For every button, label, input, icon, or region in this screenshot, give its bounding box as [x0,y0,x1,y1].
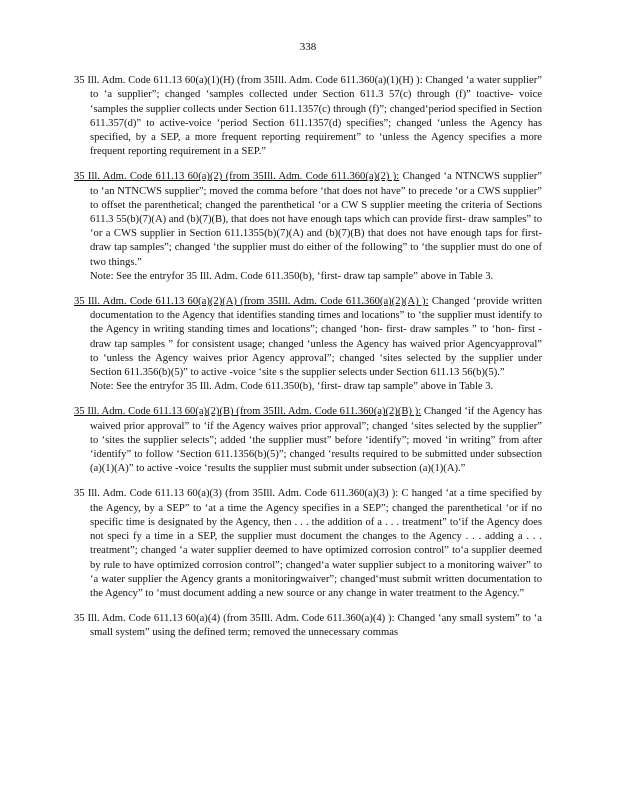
entry-citation: 35 Ill. Adm. Code 611.13 60(a)(1)(H) (from 35Ill. Adm. Code 611.360(a)(1)(H) ): [74,75,423,87]
entry-note: Note: See the entryfor 35 Ill. Adm. Code 611.350(b), ‘first- draw tap sample” above in Table 3. [90,381,494,393]
entry-611-1360-a-2-A [74,295,542,394]
entry-citation: 35 Ill. Adm. Code 611.13 60(a)(2)(A) (from 35Ill. Adm. Code 611.360(a)(2)(A) ): [74,296,429,308]
entry-text: C hanged ‘at a time specified by the Agency, by a SEP” to ‘at a time the Agency specifies in a SEP”; changed the parenthetical ‘or if no specific time is designated by the Agency, then . . . the addition of a . . . treatment” to‘if the Agency does not speci fy a time in a SEP, the supplier must document the changes to the Agency . . . adding a . . . treatment”; changed ‘a water supplier deemed to have optimized corrosion control” to‘a supplier deemed by rule to have optimized corrosion control”; changed‘a water supplier subject to a monitoring waiver” to ‘a water supplier the Agency grants a monitoringwaiver”; changed‘must submit written documentation to the Agency” to ‘must document adding a new source or any change in water treatment to the Agency.” [90,488,542,599]
entry-text: Changed ‘a NTNCWS supplier” to ‘an NTNCWS supplier”; moved the comma before ‘that does not have” to precede ‘or a CWS supplier” to offset the parenthetical; changed the parenthetical ‘or a CW S supplier meeting the criteria of Sections 611.3 55(b)(7)(A) and (b)(7)(B), that does not have enough taps which can provide first- draw samples” to ‘or a CWS supplier in Section 611.1355(b)(7)(A) and (b)(7)(B) that does not have enough taps for first- draw tap samples”; changed ‘the supplier must do either of the following” to ‘the supplier must do one of two things.” [90,171,542,268]
entry-text: Changed ‘if the Agency has waived prior approval” to ‘if the Agency waives prior approval”; changed ‘sites selected by the supplier” to ‘sites the supplier selects”; added ‘the supplier must” before ‘identify”; moved ‘in writing” from after ‘identify” to follow ‘Section 611.1356(b)(5)”; changed ‘results required to be submitted under subsection (a)(1)(A)” to active -voice ‘results the supplier must submit under subsection (a)(1)(A).” [90,406,542,475]
entry-citation: 35 Ill. Adm. Code 611.13 60(a)(4) (from 35Ill. Adm. Code 611.360(a)(4) ): [74,613,395,625]
entry-citation: 35 Ill. Adm. Code 611.13 60(a)(2)(B) (from 35Ill. Adm. Code 611.360(a)(2)(B) ): [74,406,422,418]
entry-text: Changed ‘any small system” to ‘a small system” using the defined term; removed the unnecessary commas [90,613,542,639]
entry-611-1360-a-1-H [74,74,542,159]
entry-text: Changed ‘provide written documentation to the Agency that identifies standing times and locations” to ‘the supplier must identify to the Agency in writing standing times and locations”; changed ‘hon- first- draw samples ” to ‘hon- first -draw tap samples ” for consistent usage; changed ‘unless the Agency has waived prior Agencyapproval” to ‘unless the Agency waives prior Agency approval”; changed ‘sites selected by the supplier under Section 611.356(b)(5)” to active -voice ‘site s the supplier selects under Section 611.13 56(b)(5).” [90,296,542,379]
entry-611-1360-a-2 [74,170,542,284]
entry-note: Note: See the entryfor 35 Ill. Adm. Code 611.350(b), ‘first- draw tap sample” above in Table 3. [90,270,494,282]
entry-611-1360-a-3 [74,487,542,601]
entry-citation: 35 Ill. Adm. Code 611.13 60(a)(3) (from 35Ill. Adm. Code 611.360(a)(3) ): [74,488,399,500]
entry-611-1360-a-4 [74,612,542,640]
entry-611-1360-a-2-B [74,405,542,476]
page-number: 338 [299,41,317,53]
entry-citation: 35 Ill. Adm. Code 611.13 60(a)(2) (from 35Ill. Adm. Code 611.360(a)(2) ): [74,171,400,183]
entry-text: Changed ‘a water supplier” to ‘a supplier”; changed ‘samples collected under Section 611.3 57(c) through (f)” toactive- voice ‘samples the supplier collects under Section 611.1357(c) through (f)”; changed‘period specified in Section 611.357(d)” to active-voice ‘period Section 611.1357(d) specifies”; changed ‘unless the Agency has specified, by a SEP, a more frequent reporting requirement” to ‘unless the Agency specifies a more frequent reporting requirement in a SEP.” [90,75,542,158]
